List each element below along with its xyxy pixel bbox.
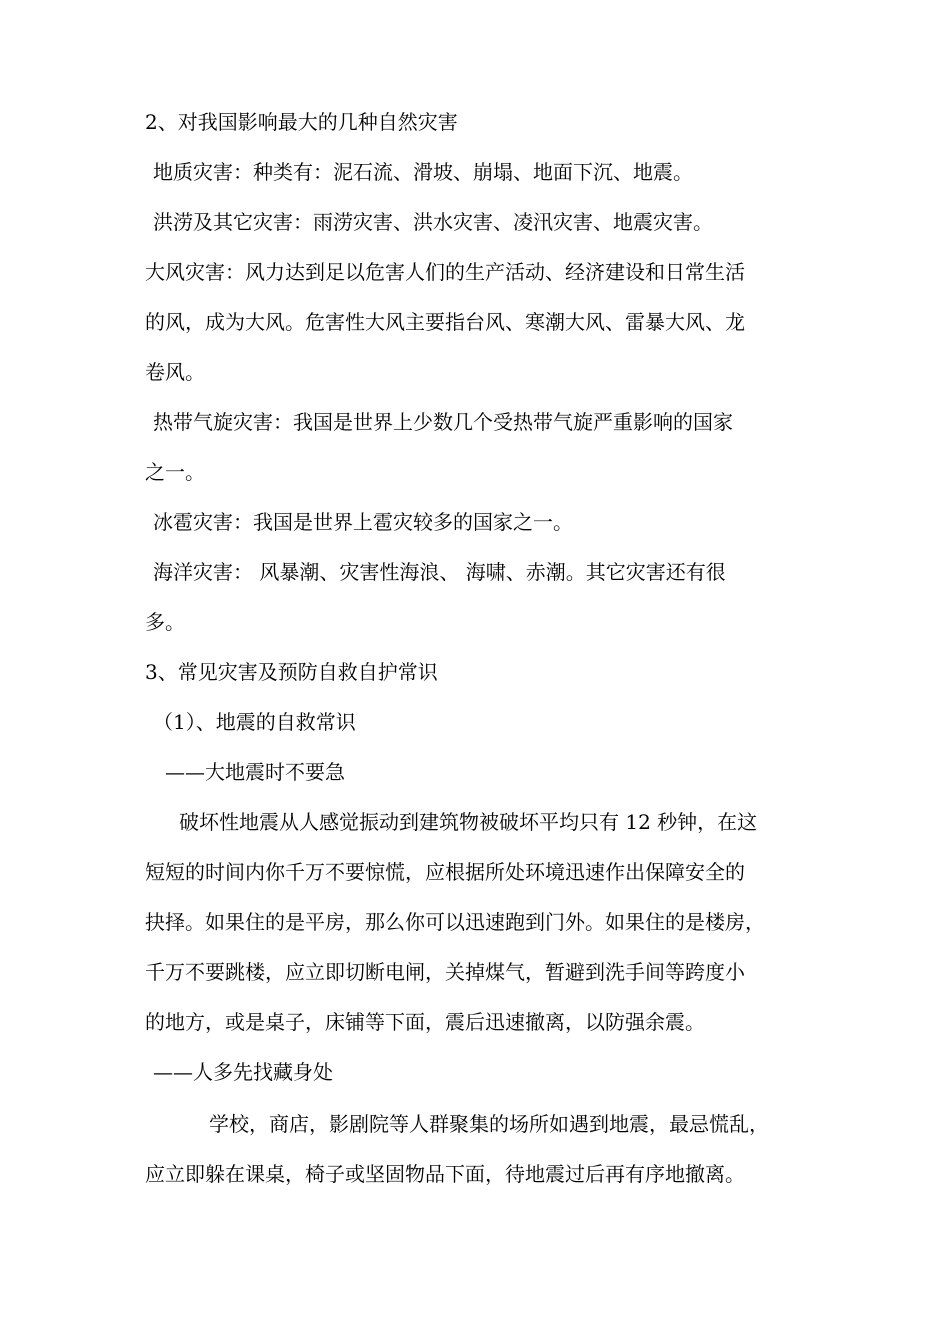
paragraph-line-4: 千万不要跳楼，应立即切断电闸，关掉煤气，暂避到洗手间等跨度小	[145, 960, 745, 984]
subheading-find-shelter: ——人多先找藏身处	[153, 1060, 333, 1084]
section-heading-3: 3、常见灾害及预防自救自护常识	[145, 660, 438, 684]
paragraph-line-2: 短短的时间内你千万不要惊慌，应根据所处环境迅速作出保障安全的	[145, 860, 745, 884]
text-line-ocean-disasters-end: 多。	[145, 610, 185, 634]
paragraph-line-1: 破坏性地震从人感觉振动到建筑物被破坏平均只有 12 秒钟，在这	[179, 810, 758, 834]
subsection-heading-earthquake: （1）、地震的自救常识	[153, 710, 356, 734]
paragraph2-line-2: 应立即躲在课桌，椅子或坚固物品下面，待地震过后再有序地撤离。	[145, 1162, 745, 1186]
text-line-hail-disasters: 冰雹灾害：我国是世界上雹灾较多的国家之一。	[153, 510, 573, 534]
subheading-dont-panic: ——大地震时不要急	[165, 760, 345, 784]
paragraph-line-5: 的地方，或是桌子，床铺等下面，震后迅速撤离，以防强余震。	[145, 1010, 705, 1034]
text-line-wind-disasters-cont: 的风，成为大风。危害性大风主要指台风、寒潮大风、雷暴大风、龙	[145, 310, 745, 334]
text-line-geologic-disasters: 地质灾害：种类有：泥石流、滑坡、崩塌、地面下沉、地震。	[153, 160, 693, 184]
text-line-wind-disasters: 大风灾害：风力达到足以危害人们的生产活动、经济建设和日常生活	[145, 260, 745, 284]
text-line-ocean-disasters: 海洋灾害： 风暴潮、灾害性海浪、 海啸、赤潮。其它灾害还有很	[153, 560, 726, 584]
section-heading-2: 2、对我国影响最大的几种自然灾害	[145, 110, 458, 134]
document-body	[145, 102, 835, 1204]
text-line-tropical-cyclone-end: 之一。	[145, 460, 205, 484]
paragraph2-line-1: 学校，商店，影剧院等人群聚集的场所如遇到地震，最忌慌乱，	[209, 1112, 769, 1136]
text-line-flood-disasters: 洪涝及其它灾害：雨涝灾害、洪水灾害、凌汛灾害、地震灾害。	[153, 210, 713, 234]
paragraph-line-3: 抉择。如果住的是平房，那么你可以迅速跑到门外。如果住的是楼房，	[145, 910, 765, 934]
text-line-wind-disasters-end: 卷风。	[145, 360, 205, 384]
text-line-tropical-cyclone: 热带气旋灾害：我国是世界上少数几个受热带气旋严重影响的国家	[153, 410, 733, 434]
